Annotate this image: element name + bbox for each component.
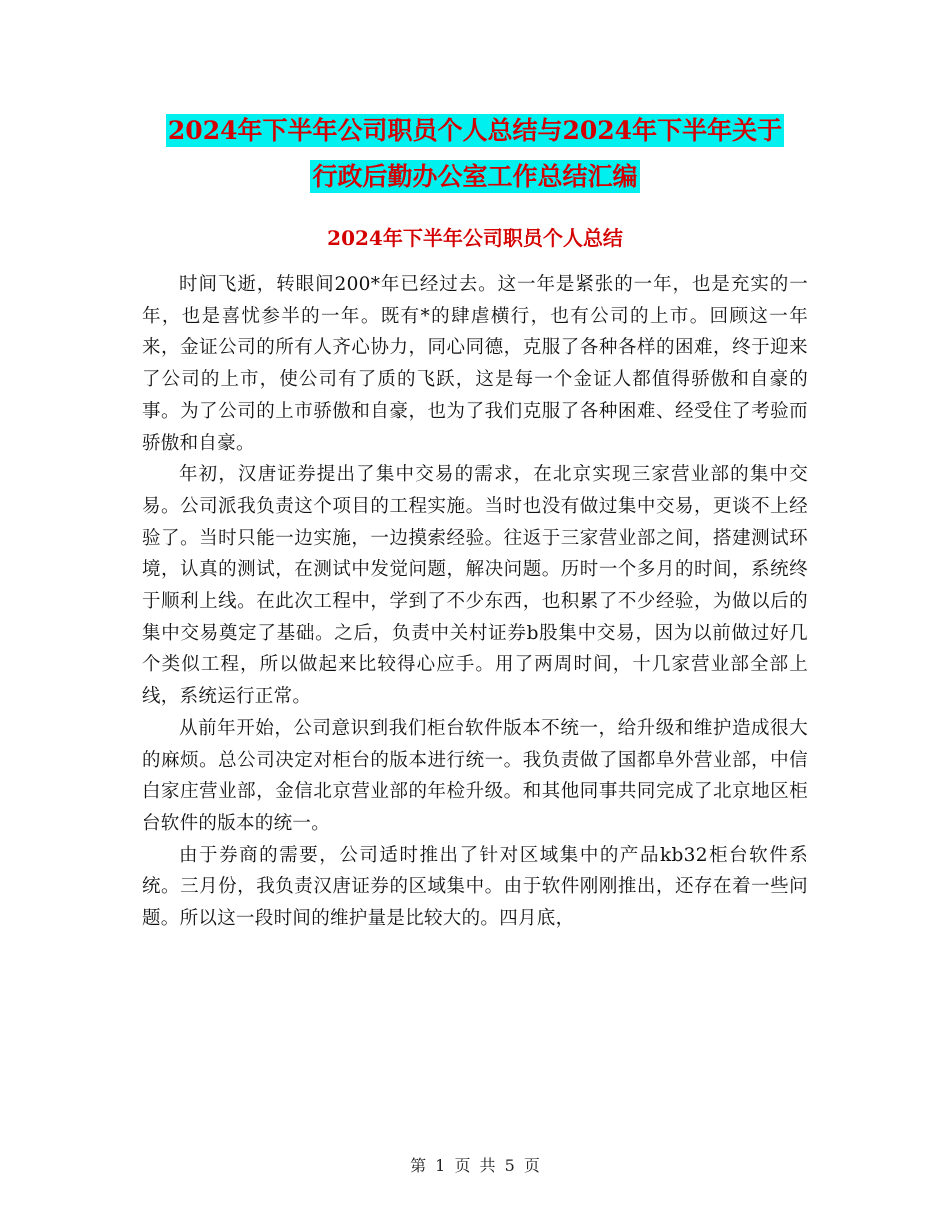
paragraph-2: 年初，汉唐证券提出了集中交易的需求，在北京实现三家营业部的集中交易。公司派我负责这个项目的工程实施。当时也没有做过集中交易，更谈不上经验了。当时只能一边实施，一边摸索经验。往返于三家营业部之间，搭建测试环境，认真的测试，在测试中发觉问题，解决问题。历时一个多月的时间，系统终于顺利上线。在此次工程中，学到了不少东西，也积累了不少经验，为做以后的集中交易奠定了基础。之后，负责中关村证券b股集中交易，因为以前做过好几个类似工程，所以做起来比较得心应手。用了两周时间，十几家营业部全部上线，系统运行正常。 — [142, 464, 808, 708]
section-title: 2024年下半年公司职员个人总结 — [327, 226, 623, 250]
document-title-line-1: 2024年下半年公司职员个人总结与2024年下半年关于 — [167, 116, 783, 145]
paragraph-3: 从前年开始，公司意识到我们柜台软件版本不统一，给升级和维护造成很大的麻烦。总公司决定对柜台的版本进行统一。我负责做了国都阜外营业部，中信白家庄营业部，金信北京营业部的年检升级。和其他同事共同完成了北京地区柜台软件的版本的统一。 — [142, 717, 808, 834]
document-body — [142, 269, 808, 935]
paragraph-1: 时间飞逝，转眼间200*年已经过去。这一年是紧张的一年，也是充实的一年，也是喜忧参半的一年。既有*的肆虐横行，也有公司的上市。回顾这一年来，金证公司的所有人齐心协力，同心同德，克服了各种各样的困难，终于迎来了公司的上市，使公司有了质的飞跃，这是每一个金证人都值得骄傲和自豪的事。为了公司的上市骄傲和自豪，也为了我们克服了各种困难、经受住了考验而骄傲和自豪。 — [142, 274, 808, 454]
page-footer: 第 1 页 共 5 页 — [410, 1156, 540, 1175]
document-title-line-2: 行政后勤办公室工作总结汇编 — [312, 162, 638, 191]
document-title — [0, 108, 950, 200]
paragraph-4: 由于券商的需要，公司适时推出了针对区域集中的产品kb32柜台软件系统。三月份，我负责汉唐证券的区域集中。由于软件刚刚推出，还存在着一些问题。所以这一段时间的维护量是比较大的。四月底， — [142, 844, 808, 930]
